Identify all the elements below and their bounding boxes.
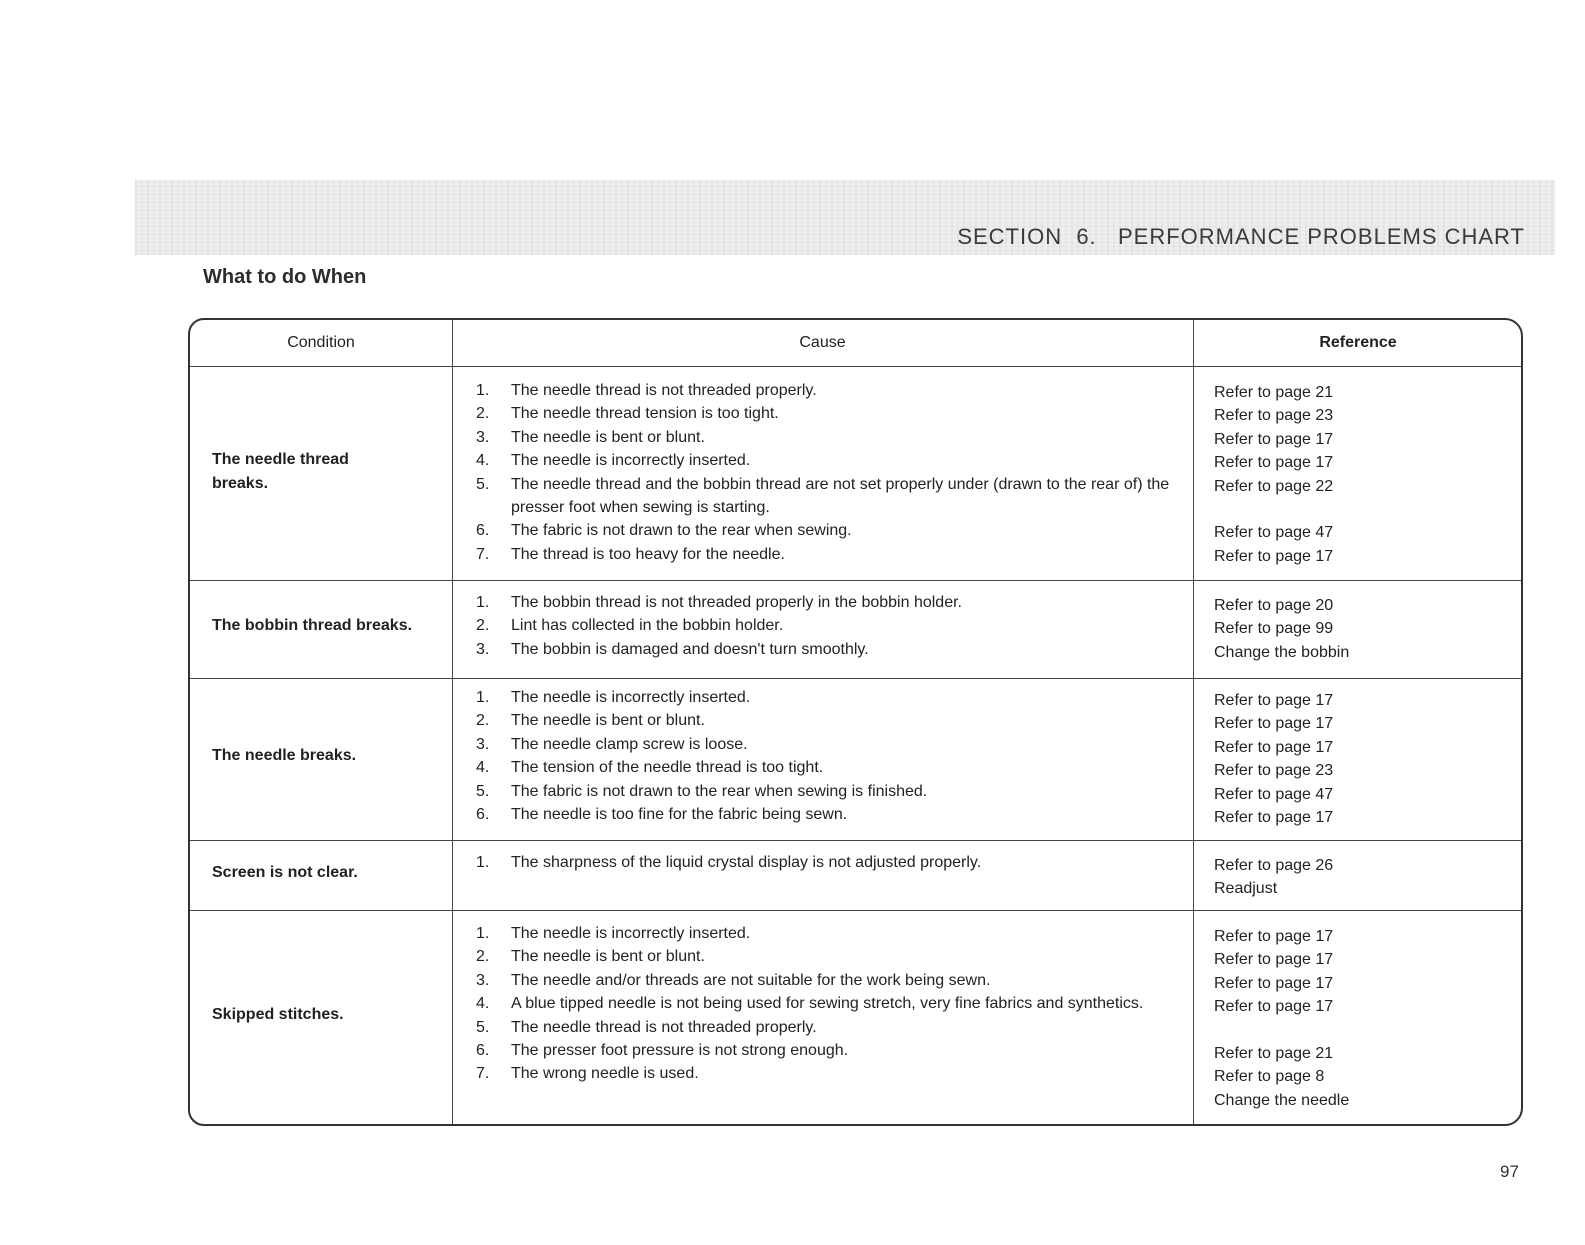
- page-number: 97: [1500, 1162, 1519, 1181]
- reference-item: Refer to page 47: [1214, 524, 1334, 542]
- condition-cell: The needle breaks.: [212, 747, 357, 764]
- cause-text: The needle is incorrectly inserted.: [511, 452, 751, 470]
- cause-list: [476, 379, 1176, 566]
- cause-text: The presser foot pressure is not strong enough.: [511, 1042, 849, 1060]
- cause-text: A blue tipped needle is not being used for sewing stretch, very fine fabrics and synthetics.: [511, 995, 1144, 1013]
- cause-number: 2.: [476, 948, 490, 966]
- reference-item: Refer to page 17: [1214, 692, 1334, 709]
- reference-item: Refer to page 23: [1214, 762, 1334, 780]
- reference-item: Refer to page 17: [1214, 951, 1334, 969]
- cause-item: [476, 519, 1176, 542]
- reference-item: Refer to page 17: [1214, 547, 1334, 565]
- cause-text: The thread is too heavy for the needle.: [511, 545, 785, 563]
- condition-cell: Skipped stitches.: [212, 1006, 344, 1023]
- cause-text: The needle thread is not threaded properly.: [511, 1018, 817, 1036]
- cause-text: The needle is bent or blunt.: [511, 712, 705, 730]
- reference-item: Refer to page 21: [1214, 384, 1334, 401]
- reference-list: [1214, 594, 1504, 664]
- cause-item: [476, 756, 1176, 779]
- cause-text: The wrong needle is used.: [511, 1065, 699, 1083]
- cause-item: [476, 733, 1176, 756]
- cause-number: 6.: [476, 1042, 490, 1060]
- cause-item: [476, 402, 1176, 425]
- cause-number: 3.: [476, 971, 490, 989]
- cause-item: [476, 780, 1176, 803]
- cause-number: 1.: [476, 854, 490, 871]
- reference-item: Refer to page 26: [1214, 857, 1334, 874]
- cause-number: 2.: [476, 617, 490, 635]
- reference-item: Refer to page 17: [1214, 974, 1334, 992]
- reference-list: [1214, 689, 1504, 829]
- header-reference: Reference: [1319, 334, 1397, 351]
- cause-text: The bobbin thread is not threaded properly in the bobbin holder.: [511, 594, 962, 611]
- cause-item: [476, 614, 1176, 637]
- condition-cell: The needle thread breaks.: [212, 451, 349, 492]
- cause-item: [476, 1016, 1176, 1039]
- cause-text: The needle is incorrectly inserted.: [511, 689, 751, 706]
- cause-number: 5.: [476, 782, 490, 800]
- reference-list: [1214, 381, 1504, 568]
- reference-item: Refer to page 99: [1214, 620, 1334, 638]
- cause-list: [476, 851, 1176, 874]
- header-cause: Cause: [799, 334, 846, 351]
- cause-text: The needle thread and the bobbin thread are not set properly under (drawn to the rear of) the presser foot when sewing is starting.: [511, 475, 1170, 517]
- page-subtitle: What to do When: [203, 266, 367, 288]
- cause-text: Lint has collected in the bobbin holder.: [511, 617, 784, 635]
- cause-text: The needle is incorrectly inserted.: [511, 925, 751, 942]
- cause-item: [476, 1062, 1176, 1085]
- cause-list: [476, 686, 1176, 826]
- cause-text: The needle is bent or blunt.: [511, 948, 705, 966]
- cause-number: 7.: [476, 1065, 490, 1083]
- reference-item: Refer to page 17: [1214, 809, 1334, 827]
- row-divider: [190, 678, 1521, 679]
- cause-item: [476, 473, 1176, 520]
- cause-number: 3.: [476, 428, 490, 446]
- cause-item: [476, 969, 1176, 992]
- reference-list: [1214, 925, 1504, 1112]
- cause-text: The needle and/or threads are not suitable for the work being sewn.: [511, 971, 991, 989]
- reference-item: [1214, 498, 1504, 521]
- cause-item: [476, 426, 1176, 449]
- reference-list: [1214, 854, 1504, 901]
- cause-item: [476, 992, 1176, 1015]
- reference-item: Refer to page 22: [1214, 477, 1334, 495]
- cause-text: The needle thread is not threaded properly.: [511, 382, 817, 399]
- reference-item: Refer to page 17: [1214, 454, 1334, 472]
- condition-cell: Screen is not clear.: [212, 864, 358, 881]
- cause-text: The needle clamp screw is loose.: [511, 735, 748, 753]
- reference-item: Refer to page 17: [1214, 715, 1334, 733]
- column-divider: [452, 320, 453, 1124]
- cause-item: [476, 709, 1176, 732]
- reference-item: Change the needle: [1214, 1091, 1350, 1109]
- reference-item: [1214, 1019, 1504, 1042]
- cause-text: The tension of the needle thread is too tight.: [511, 759, 824, 777]
- reference-item: Change the bobbin: [1214, 643, 1350, 661]
- cause-number: 6.: [476, 522, 490, 540]
- cause-list: [476, 922, 1176, 1086]
- cause-number: 4.: [476, 452, 490, 470]
- cause-item: [476, 638, 1176, 661]
- row-divider: [190, 366, 1521, 367]
- cause-number: 2.: [476, 712, 490, 730]
- header-condition: Condition: [287, 334, 355, 351]
- row-divider: [190, 910, 1521, 911]
- cause-number: 1.: [476, 382, 490, 399]
- cause-item: [476, 1039, 1176, 1062]
- cause-number: 2.: [476, 405, 490, 423]
- cause-item: [476, 851, 1176, 874]
- cause-item: [476, 379, 1176, 402]
- cause-text: The fabric is not drawn to the rear when sewing is finished.: [511, 782, 928, 800]
- reference-item: Refer to page 20: [1214, 597, 1334, 614]
- cause-number: 6.: [476, 806, 490, 824]
- cause-text: The sharpness of the liquid crystal display is not adjusted properly.: [511, 854, 982, 871]
- column-divider: [1193, 320, 1194, 1124]
- cause-item: [476, 591, 1176, 614]
- cause-number: 4.: [476, 995, 490, 1013]
- reference-item: Refer to page 17: [1214, 998, 1334, 1016]
- cause-text: The needle thread tension is too tight.: [511, 405, 779, 423]
- problems-table: [188, 318, 1523, 1126]
- condition-cell: The bobbin thread breaks.: [212, 617, 413, 634]
- reference-item: Refer to page 8: [1214, 1068, 1325, 1086]
- cause-number: 1.: [476, 689, 490, 706]
- reference-item: Refer to page 17: [1214, 430, 1334, 448]
- cause-number: 5.: [476, 475, 490, 493]
- section-banner: [135, 180, 1555, 255]
- cause-number: 1.: [476, 594, 490, 611]
- cause-item: [476, 922, 1176, 945]
- cause-item: [476, 803, 1176, 826]
- cause-number: 3.: [476, 640, 490, 658]
- reference-item: Refer to page 17: [1214, 928, 1334, 945]
- cause-number: 7.: [476, 545, 490, 563]
- cause-item: [476, 449, 1176, 472]
- cause-item: [476, 945, 1176, 968]
- section-title: SECTION 6. PERFORMANCE PROBLEMS CHART: [957, 224, 1525, 249]
- cause-item: [476, 543, 1176, 566]
- row-divider: [190, 840, 1521, 841]
- reference-item: Refer to page 17: [1214, 738, 1334, 756]
- reference-item: Refer to page 23: [1214, 407, 1334, 425]
- cause-number: 3.: [476, 735, 490, 753]
- row-divider: [190, 580, 1521, 581]
- cause-number: 5.: [476, 1018, 490, 1036]
- cause-item: [476, 686, 1176, 709]
- cause-number: 4.: [476, 759, 490, 777]
- reference-item: Refer to page 47: [1214, 785, 1334, 803]
- cause-text: The needle is too fine for the fabric being sewn.: [511, 806, 848, 824]
- reference-item: Readjust: [1214, 880, 1278, 898]
- cause-text: The bobbin is damaged and doesn't turn smoothly.: [511, 640, 869, 658]
- reference-item: Refer to page 21: [1214, 1045, 1334, 1063]
- cause-text: The needle is bent or blunt.: [511, 428, 705, 446]
- cause-text: The fabric is not drawn to the rear when sewing.: [511, 522, 852, 540]
- cause-number: 1.: [476, 925, 490, 942]
- cause-list: [476, 591, 1176, 661]
